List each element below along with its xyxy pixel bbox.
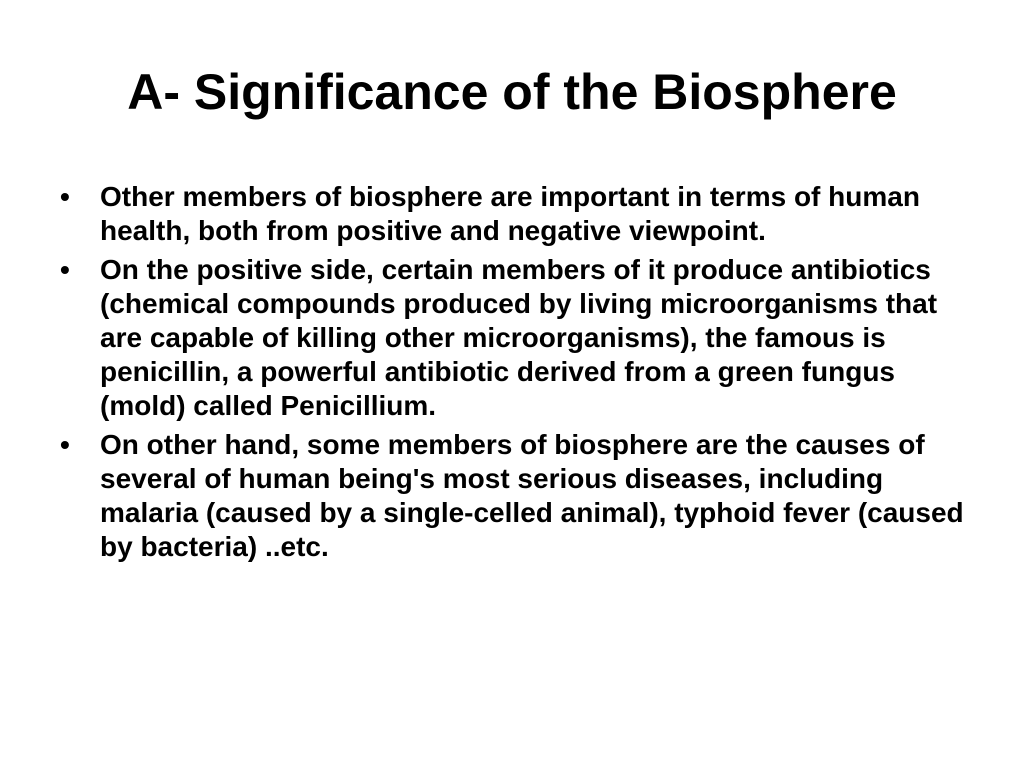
bullet-text: On the positive side, certain members of it produce antibiotics (chemical compounds produced by living microorganisms that are capable of killing other microorganisms), the famous is penicillin, a powerful antibiotic derived from a green fungus (mold) called Penicillium.	[100, 254, 938, 421]
bullet-item-3	[58, 428, 978, 564]
bullet-dot-icon: •	[60, 429, 70, 460]
bullet-item-1	[58, 180, 978, 248]
bullet-text: Other members of biosphere are important in terms of human health, both from positive and negative viewpoint.	[100, 181, 920, 246]
bullet-list	[58, 180, 978, 569]
bullet-text: On other hand, some members of biosphere are the causes of several of human being's most serious diseases, including malaria (caused by a single-celled animal), typhoid fever (caused by bacteria) ..etc.	[100, 429, 964, 562]
slide-title: A- Significance of the Biosphere	[127, 64, 897, 120]
bullet-dot-icon: •	[60, 254, 70, 285]
bullet-item-2	[58, 253, 978, 423]
bullet-dot-icon: •	[60, 181, 70, 212]
